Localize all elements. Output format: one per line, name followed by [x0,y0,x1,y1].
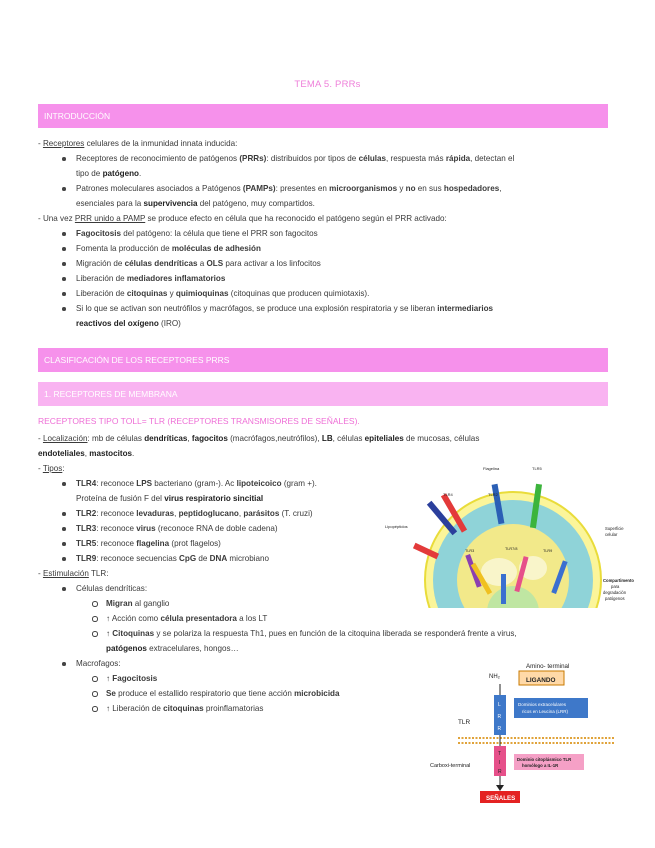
toll-tipos: - Tipos: [38,464,65,473]
dend-sub-3: ↑ Citoquinas y se polariza la respuesta Th1, pues en función de la citoquina liberada se responderá frente a virus, [106,626,517,641]
label-lipopeptidos: Lipopéptidos [385,524,408,529]
svg-text:celular: celular [605,532,618,537]
section-intro-band [38,104,608,128]
effect-item-3: Migración de células dendríticas a OLS para activar a los linfocitos [76,256,321,271]
section-clasificacion-title: CLASIFICACIÓN DE LOS RECEPTORES PRRS [44,355,230,365]
dend-sub-3-cont: patógenos extracelulares, hongos… [106,644,239,653]
svg-text:TLR4: TLR4 [443,492,453,497]
tlr-inner-blue2 [501,574,506,604]
effect-item-6: Si lo que se activan son neutrófilos y macrófagos, se produce una explosión respiratoria y se liberan intermediarios [76,301,493,316]
svg-text:R: R [497,726,502,732]
svg-text:TLR9: TLR9 [543,549,553,553]
page-title: TEMA 5. PRRs [294,79,361,90]
tlr3-item: TLR3: reconoce virus (reconoce RNA de doble cadena) [76,521,278,536]
label-superficie: Superficie [605,526,624,531]
tlr-cell-diagram [383,462,648,612]
effect-item-4: Liberación de mediadores inflamatorios [76,271,225,286]
svg-text:degradación: degradación [603,590,627,595]
section-membrana-title: 1. RECEPTORES DE MEMBRANA [44,389,178,399]
tlr5-item: TLR5: reconoce flagelina (prot flagelos) [76,536,221,551]
macro-sub-3: ↑ Liberación de citoquinas proinflamatorias [106,701,263,716]
svg-text:R: R [498,769,502,775]
tlr2-item: TLR2: reconoce levaduras, peptidoglucano, parásitos (T. cruzi) [76,506,313,521]
toll-heading: RECEPTORES TIPO TOLL= TLR (RECEPTORES TRANSMISORES DE SEÑALES). [38,416,360,426]
dend-sub-2: ↑ Acción como célula presentadora a los LT [106,611,267,626]
intro-line-2: - Una vez PRR unido a PAMP se produce efecto en célula que ha reconocido el patógeno según el PRR activado: [38,214,447,223]
macro-sub-1: ↑ Fagocitosis [106,671,157,686]
tlr4-item-cont: Proteína de fusión F del virus respiratorio sincitial [76,494,264,503]
tlr9-item: TLR9: reconoce secuencias CpG de DNA microbiano [76,551,269,566]
tlr-label: TLR [458,719,471,726]
tlr4-item: TLR4: reconoce LPS bacteriano (gram-). Ac lipoteicoico (gram +). [76,476,317,491]
intro-line-1: - Receptores celulares de la inmunidad innata inducida: [38,139,238,148]
section-intro-title: INTRODUCCIÓN [44,111,111,121]
svg-text:ricos en Leucina (LRR): ricos en Leucina (LRR) [522,709,569,714]
svg-text:I: I [499,760,501,766]
svg-text:homólogo a IL-1R: homólogo a IL-1R [522,763,559,768]
effect-item-6-cont: reactivos del oxígeno (IRO) [76,319,181,328]
svg-text:TLR3: TLR3 [465,549,475,553]
tir-label: Dominio citoplásmico TLR [517,757,572,762]
dend-sub-1: Migran al ganglio [106,596,169,611]
ligando-label: LIGANDO [526,677,556,684]
prr-pamp-link[interactable]: PRR unido a PAMP [74,214,146,223]
amino-terminal-label: Amino- terminal [526,663,570,670]
intro-bullet-prrs-cont: tipo de patógeno. [76,169,142,178]
dendriticas-item: Células dendríticas: [76,581,147,596]
senales-label: SEÑALES [486,795,516,802]
svg-text:TLR7/8: TLR7/8 [505,547,518,551]
effect-item-5: Liberación de citoquinas y quimioquinas (citoquinas que producen quimiotaxis). [76,286,369,301]
toll-localizacion-cont: endoteliales, mastocitos. [38,449,135,458]
intro-bullet-pamps: Patrones moleculares asociados a Patógenos (PAMPs): presentes en microorganismos y no en sus hospedadores, [76,181,501,196]
section-clasificacion-band [38,348,608,372]
effect-item-2: Fomenta la producción de moléculas de adhesión [76,241,261,256]
intro-bullet-pamps-cont: esenciales para la supervivencia del patógeno, muy compartidos. [76,199,315,208]
macrofagos-item: Macrofagos: [76,656,121,671]
lrr-box [514,698,588,718]
section-membrana-band [38,382,608,406]
svg-text:para: para [611,584,620,589]
lrr-label: Dominios extracelulares [518,702,567,707]
svg-text:L: L [498,702,501,708]
effect-item-1: Fagocitosis del patógeno: la célula que tiene el PRR son fagocitos [76,226,318,241]
receptores-link[interactable]: Receptores [42,139,85,148]
svg-text:patógenos: patógenos [605,596,625,601]
intro-bullet-prrs: Receptores de reconocimiento de patógenos (PRRs): distribuidos por tipos de células, respuesta más rápida, detectan el [76,151,514,166]
toll-localizacion: - Localización: mb de células dendríticas, fagocitos (macrófagos,neutrófilos), LB, células epiteliales de mucosas, células [38,434,480,443]
toll-estimulacion: - Estimulación TLR: [38,569,109,578]
svg-text:R: R [497,714,502,720]
label-flagelina: Flagelina [483,466,500,471]
carboxi-label: Carboxi-terminal [430,763,471,769]
signal-arrow [496,785,504,791]
macro-sub-2: Se produce el estallido respiratorio que tiene acción microbicida [106,686,340,701]
label-compartimento: Compartimento [603,578,634,583]
svg-text:T: T [498,751,502,757]
nh2-label: NH₂ [489,674,500,680]
svg-text:TLR2: TLR2 [488,492,498,497]
svg-text:TLR5: TLR5 [532,466,542,471]
tlr-structure-diagram [418,654,618,806]
